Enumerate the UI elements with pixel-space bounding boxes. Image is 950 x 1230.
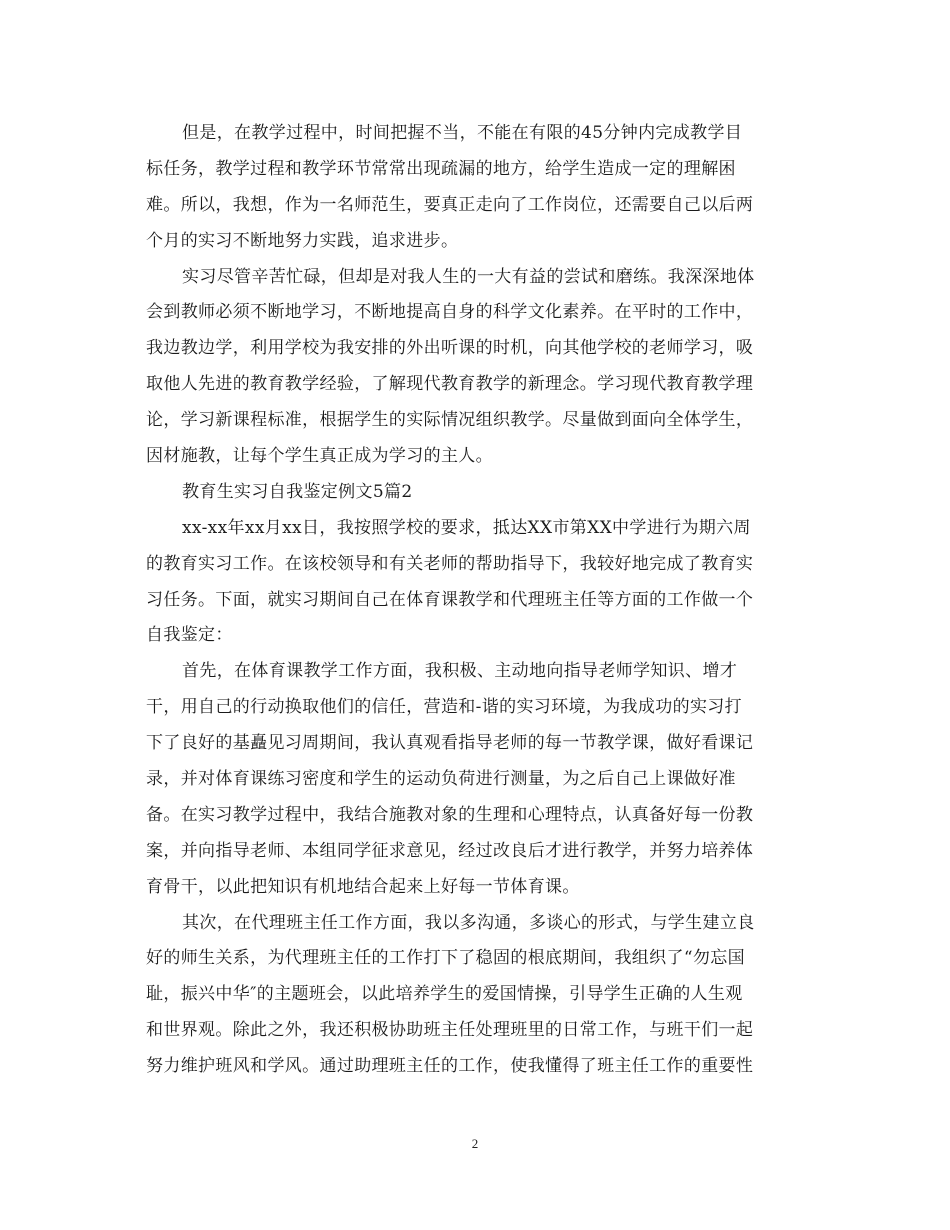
paragraph-line: 但是，在教学过程中，时间把握不当，不能在有限的45分钟内完成教学目	[182, 123, 743, 143]
paragraph-line: 努力维护班风和学风。通过助理班主任的工作，使我懂得了班主任工作的重要性	[146, 1056, 754, 1077]
paragraph-line: 好的师生关系，为代理班主任的工作打下了稳固的根底期间，我组织了“勿忘国	[146, 948, 745, 969]
paragraph-line: 育骨干，以此把知识有机地结合起来上好每一节体育课。	[146, 876, 580, 897]
paragraph-line: 和世界观。除此之外，我还积极协助班主任处理班里的日常工作，与班干们一起	[146, 1020, 754, 1041]
paragraph-line: 的教育实习工作。在该校领导和有关老师的帮助指导下，我较好地完成了教育实	[146, 553, 754, 574]
paragraph-line: 首先，在体育课教学工作方面，我积极、主动地向指导老师学知识、增才	[182, 661, 738, 682]
paragraph-line: 我边教边学，利用学校为我安排的外出听课的时机，向其他学校的老师学习，吸	[146, 338, 754, 359]
page-number: 2	[471, 1136, 479, 1151]
paragraph-line: 录，并对体育课练习密度和学生的运动负荷进行测量，为之后自己上课做好准	[146, 769, 736, 790]
paragraph-line: 干，用自己的行动换取他们的信任，营造和-谐的实习环境，为我成功的实习打	[146, 697, 742, 718]
paragraph-line: 备。在实习教学过程中，我结合施教对象的生理和心理特点，认真备好每一份教	[146, 804, 754, 825]
paragraph-line: 标任务，教学过程和教学环节常常出现疏漏的地方，给学生造成一定的理解困	[146, 158, 736, 179]
paragraph-line: 难。所以，我想，作为一名师范生，要真正走向了工作岗位，还需要自己以后两	[146, 194, 754, 215]
paragraph-line: 会到教师必须不断地学习，不断地提高自身的科学文化素养。在平时的工作中，	[146, 302, 754, 323]
paragraph-line: 取他人先进的教育教学经验，了解现代教育教学的新理念。学习现代教育教学理	[146, 374, 754, 395]
paragraph-line: 习任务。下面，就实习期间自己在体育课教学和代理班主任等方面的工作做一个	[146, 589, 754, 610]
paragraph-line: 案，并向指导老师、本组同学征求意见，经过改良后才进行教学，并努力培养体	[146, 840, 754, 861]
paragraph-line: 个月的实习不断地努力实践，追求进步。	[146, 230, 459, 251]
paragraph-line: xx-xx年xx月xx日，我按照学校的要求，抵达XX市第XX中学进行为期六周	[182, 517, 751, 538]
section-heading: 教育生实习自我鉴定例文5篇2	[182, 481, 413, 502]
paragraph-line: 实习尽管辛苦忙碌，但却是对我人生的一大有益的尝试和磨练。我深深地体	[182, 266, 755, 287]
paragraph-line: 耻，振兴中华″的主题班会，以此培养学生的爱国情操，引导学生正确的人生观	[146, 984, 743, 1005]
paragraph-line: 自我鉴定：	[146, 625, 233, 646]
paragraph-line: 论，学习新课程标准，根据学生的实际情况组织教学。尽量做到面向全体学生，	[146, 410, 754, 431]
paragraph-line: 下了良好的基矗见习周期间，我认真观看指导老师的每一节教学课，做好看课记	[146, 733, 754, 754]
paragraph-line: 因材施教，让每个学生真正成为学习的主人。	[146, 446, 493, 467]
body-text	[146, 116, 806, 1085]
paragraph-line: 其次，在代理班主任工作方面，我以多沟通，多谈心的形式，与学生建立良	[182, 912, 755, 933]
